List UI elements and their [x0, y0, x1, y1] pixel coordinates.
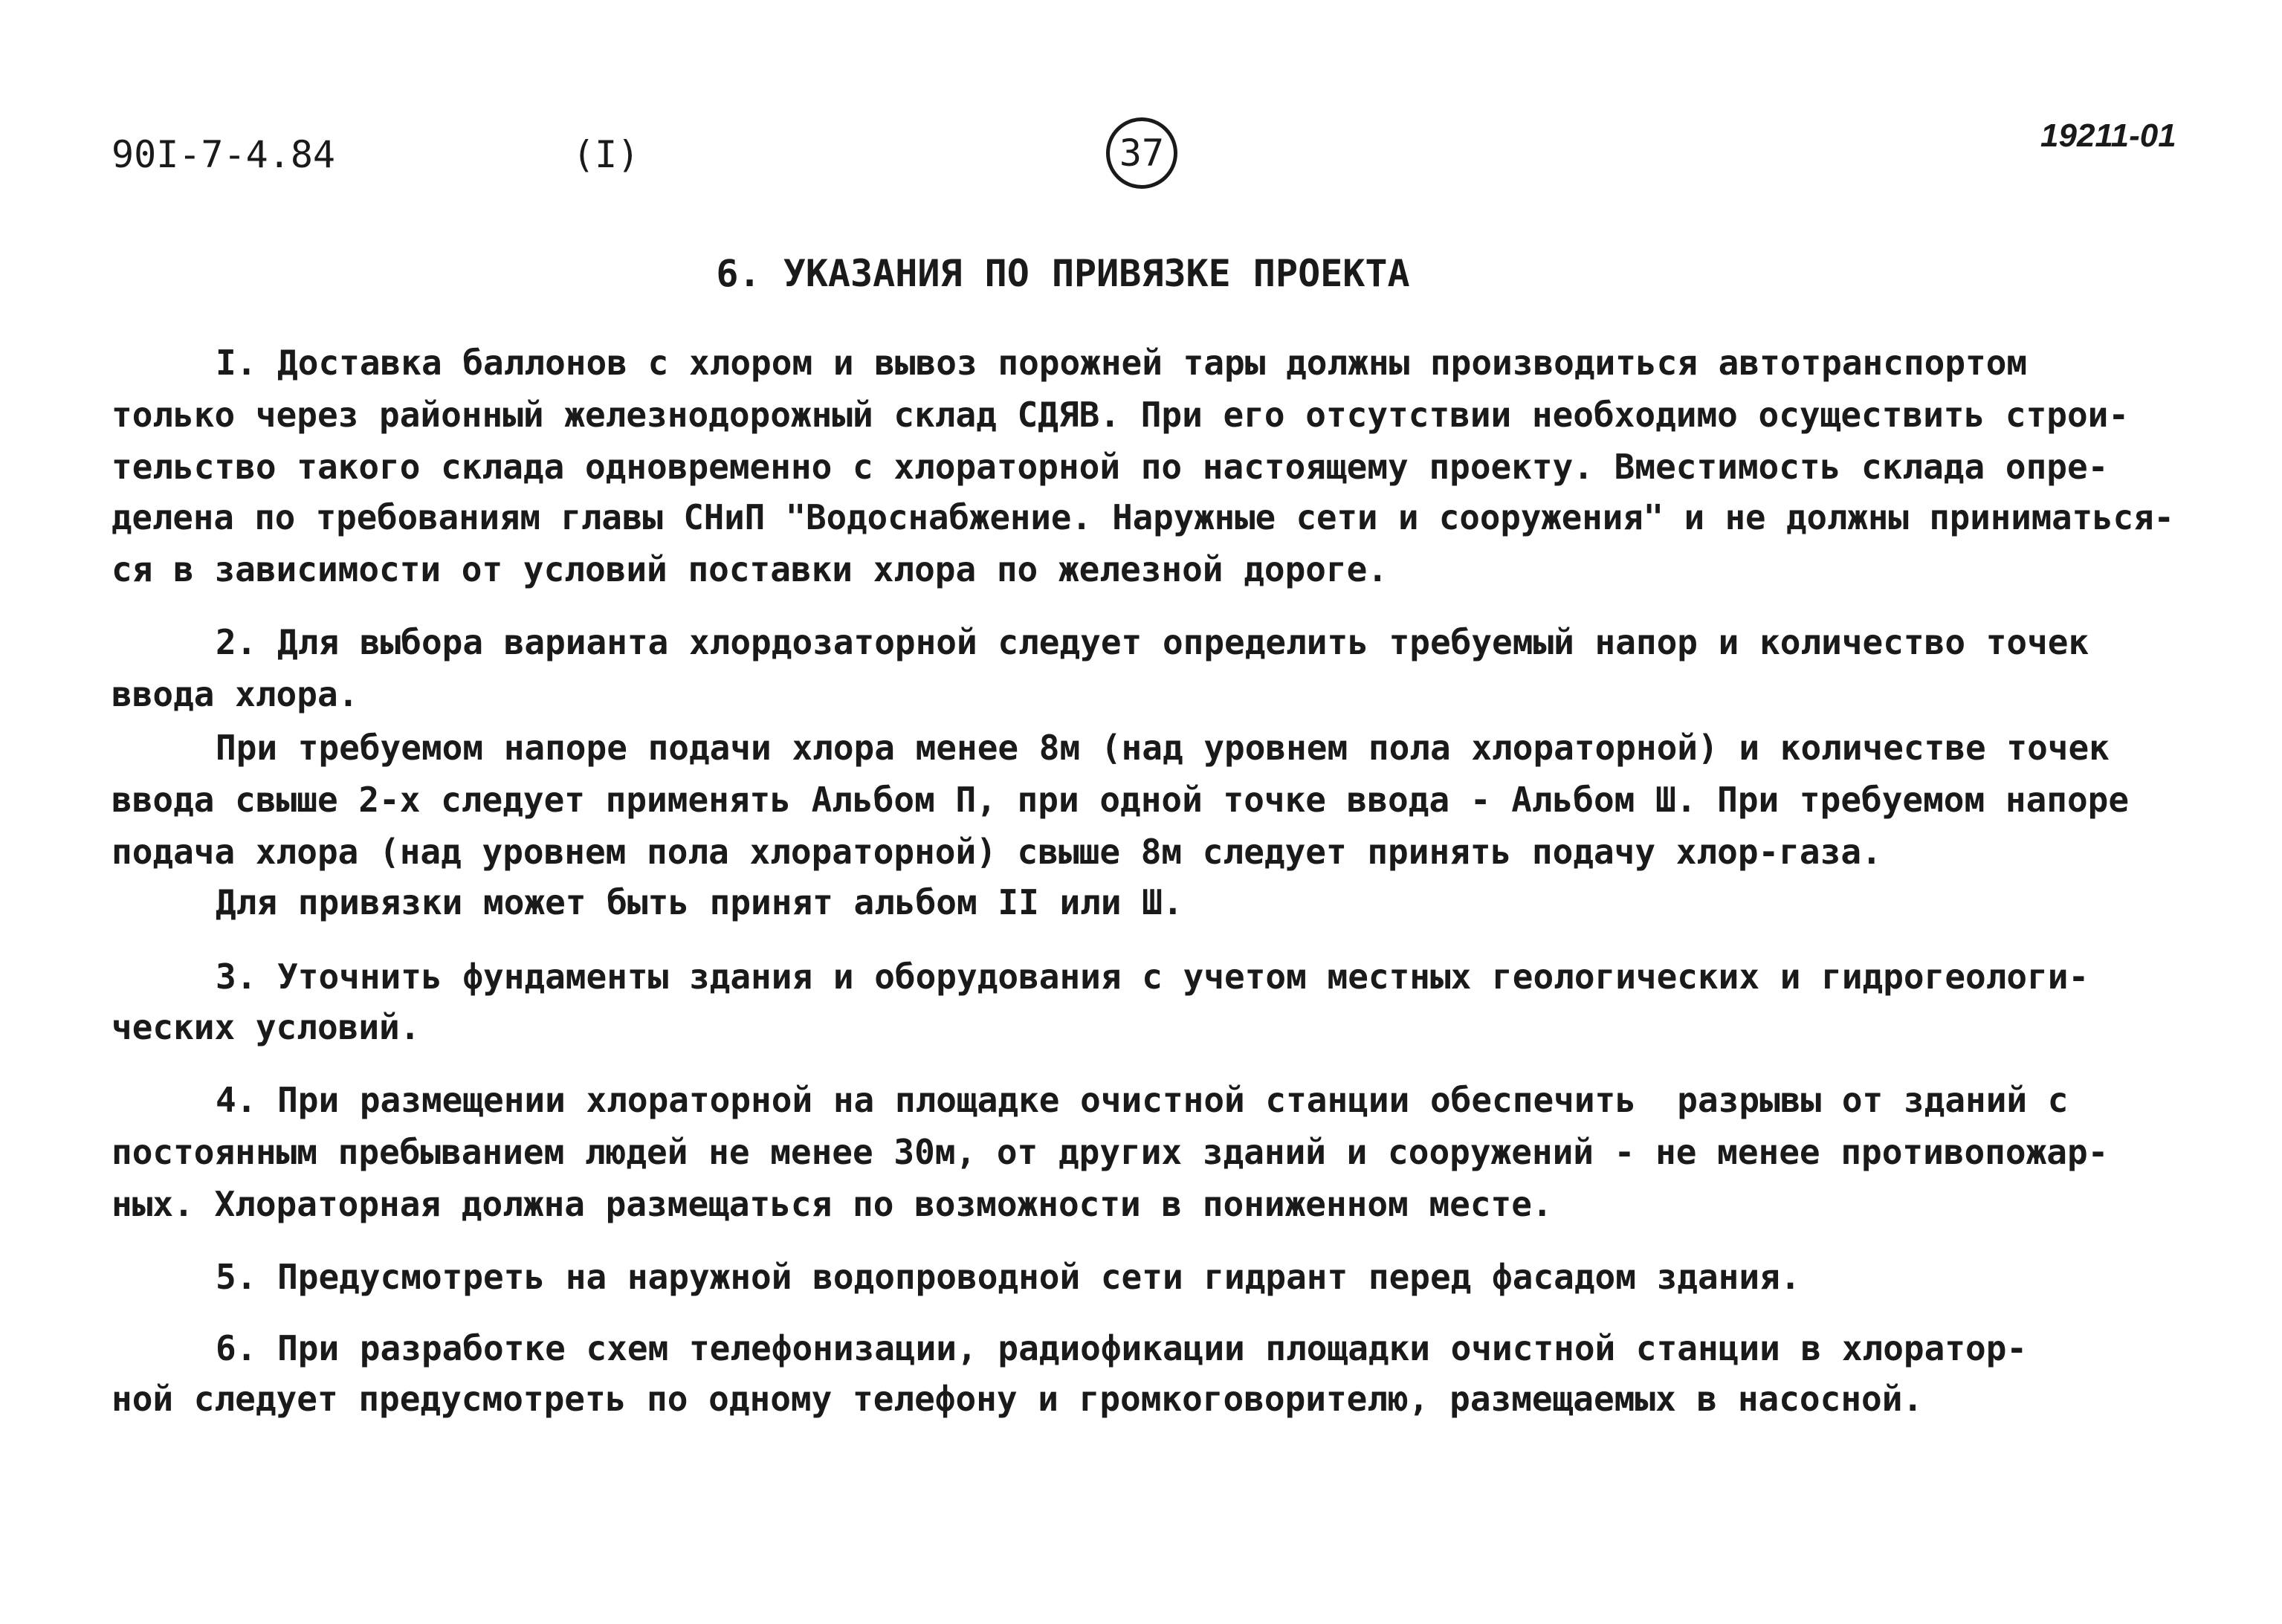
paragraph-2-line-6: Для привязки может быть принят альбом II или Ш.: [216, 882, 1183, 922]
paragraph-1-line-2: только через районный железнодорожный склад СДЯВ. При его отсутствии необходимо осуществить строи-: [111, 395, 2130, 435]
paragraph-2-line-1: 2. Для выбора варианта хлордозаторной следует определить требуемый напор и количество точек: [216, 622, 2089, 662]
paragraph-4-line-3: ных. Хлораторная должна размещаться по возможности в пониженном месте.: [111, 1184, 1553, 1224]
paragraph-3-line-1: 3. Уточнить фундаменты здания и оборудования с учетом местных геологических и гидрогеологи-: [216, 957, 2089, 997]
volume-number: (I): [572, 133, 640, 176]
paragraph-6-line-2: ной следует предусмотреть по одному телефону и громкоговорителю, размещаемых в насосной.: [111, 1379, 1924, 1419]
paragraph-2-line-4: ввода свыше 2-х следует применять Альбом П, при одной точке ввода - Альбом Ш. При требуемом напоре: [111, 780, 2130, 820]
paragraph-3-line-2: ческих условий.: [111, 1007, 421, 1047]
document-code: 90I-7-4.84: [111, 133, 336, 176]
section-title: 6. УКАЗАНИЯ ПО ПРИВЯЗКЕ ПРОЕКТА: [716, 252, 1410, 295]
paragraph-1-line-5: ся в зависимости от условий поставки хлора по железной дороге.: [111, 549, 1389, 589]
paragraph-1-line-3: тельство такого склада одновременно с хлораторной по настоящему проекту. Вместимость склада опре-: [111, 447, 2109, 487]
paragraph-2-line-5: подача хлора (над уровнем пола хлораторной) свыше 8м следует принять подачу хлор-газа.: [111, 832, 1882, 872]
paragraph-5-line-1: 5. Предусмотреть на наружной водопроводной сети гидрант перед фасадом здания.: [216, 1257, 1801, 1297]
paragraph-1-line-1: I. Доставка баллонов с хлором и вывоз порожней тары должны производиться автотранспортом: [216, 343, 2028, 383]
archive-number: 19211-01: [2040, 117, 2176, 154]
paragraph-6-line-1: 6. При разработке схем телефонизации, радиофикации площадки очистной станции в хлоратор-: [216, 1328, 2028, 1368]
paragraph-1-line-4: делена по требованиям главы СНиП "Водоснабжение. Наружные сети и сооружения" и не должны приниматься-: [111, 497, 2175, 537]
paragraph-2-line-2: ввода хлора.: [111, 674, 359, 714]
page-number-circle: 37: [1106, 117, 1177, 189]
paragraph-4-line-1: 4. При размещении хлораторной на площадке очистной станции обеспечить разрывы от зданий с: [216, 1080, 2069, 1120]
paragraph-4-line-2: постоянным пребыванием людей не менее 30м, от других зданий и сооружений - не менее противопожар-: [111, 1132, 2109, 1172]
paragraph-2-line-3: При требуемом напоре подачи хлора менее 8м (над уровнем пола хлораторной) и количестве точек: [216, 728, 2110, 768]
